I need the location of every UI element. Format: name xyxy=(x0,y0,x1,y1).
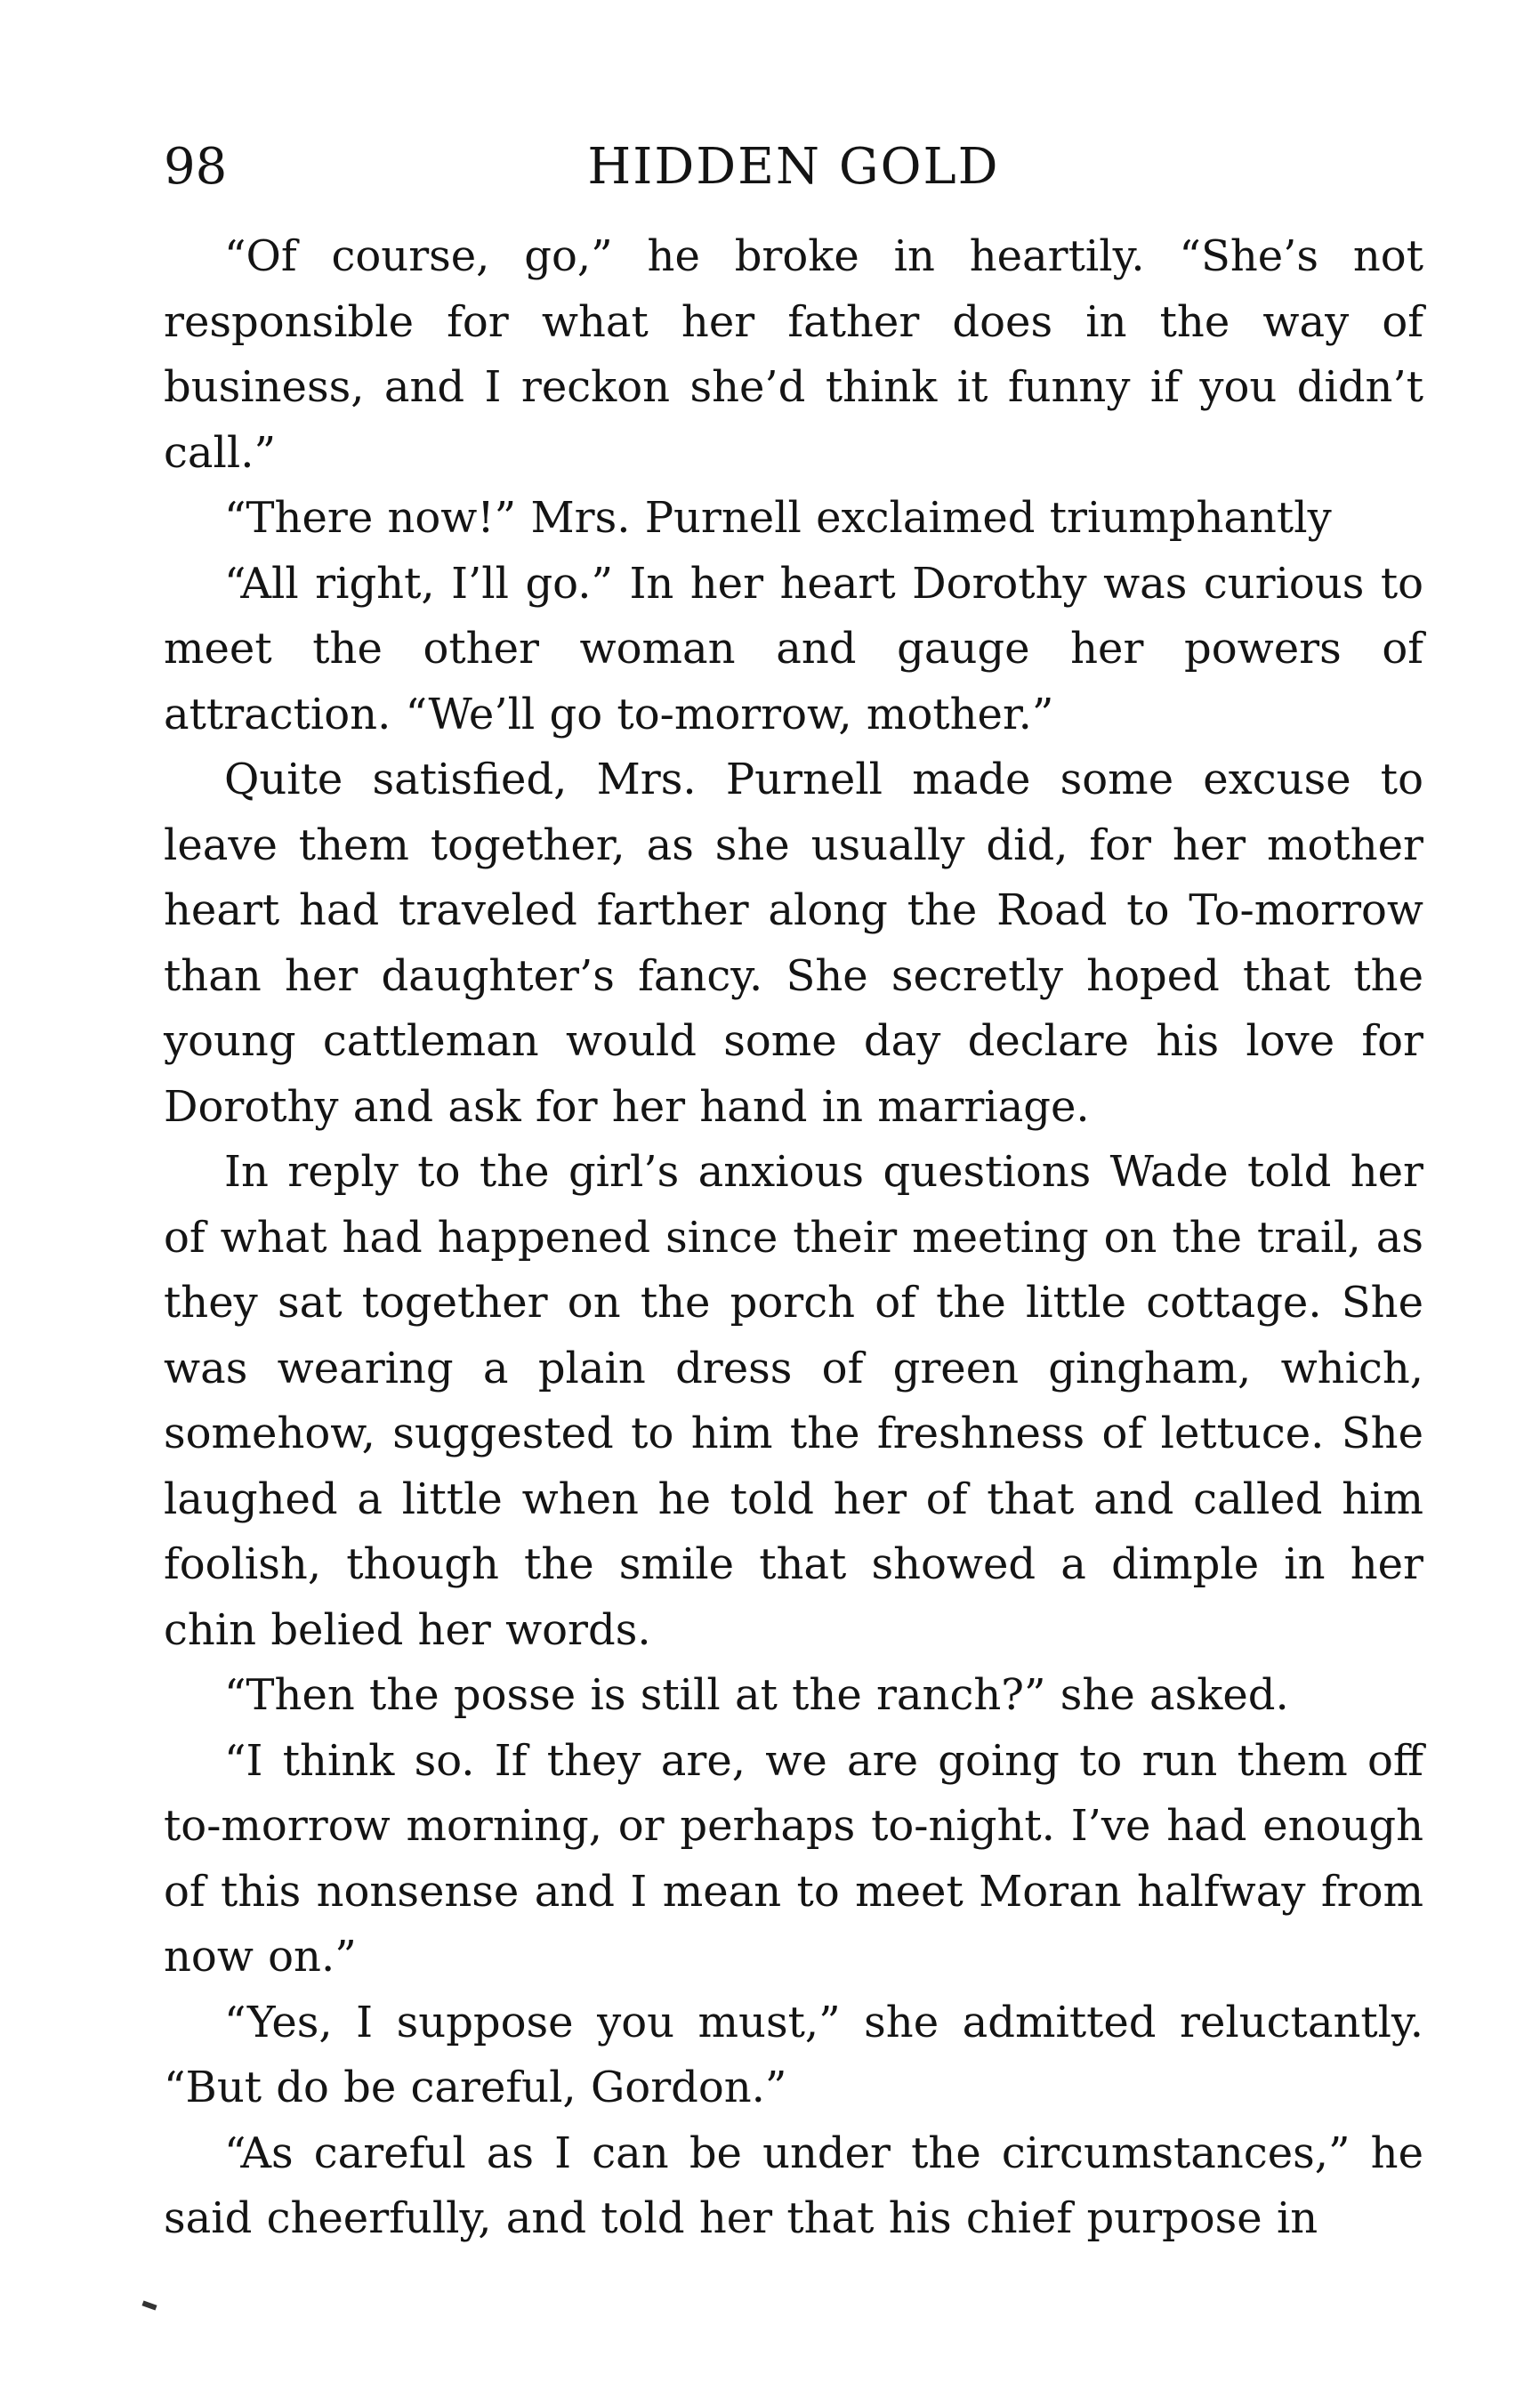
body-text xyxy=(164,224,1423,2252)
ink-speck xyxy=(141,2300,157,2310)
paragraph-2: “There now!” Mrs. Purnell exclaimed triumphantly xyxy=(224,493,1332,543)
page-number: 98 xyxy=(164,138,228,196)
paragraph-1: “Of course, go,” he broke in heartily. “She’s not responsible for what her father does in the way of business, and I reckon she’d think it funny if you didn’t call.” xyxy=(164,231,1423,478)
paragraph-5: In reply to the girl’s anxious questions Wade told her of what had happened since their meeting on the trail, as they sat together on the porch of the little cottage. She was wearing a plain dress of green gingham, which, somehow, suggested to him the freshness of lettuce. She laughed a little when he told her of that and called him foolish, though the smile that showed a dimple in her chin belied her words. xyxy=(164,1147,1423,1655)
paragraph-7: “I think so. If they are, we are going to run them off to-morrow morning, or perhaps to-night. I’ve had enough of this nonsense and I mean to meet Moran halfway from now on.” xyxy=(164,1735,1423,1982)
paragraph-4: Quite satisfied, Mrs. Purnell made some excuse to leave them together, as she usually did, for her mother heart had traveled farther along the Road to To-morrow than her daughter’s fancy. She secretly hoped that the young cattleman would some day declare his love for Dorothy and ask for her hand in marriage. xyxy=(164,755,1423,1132)
paragraph-9: “As careful as I can be under the circumstances,” he said cheerfully, and told her that his chief purpose in xyxy=(164,2128,1423,2243)
paragraph-3: “All right, I’ll go.” In her heart Dorothy was curious to meet the other woman and gauge her powers of attraction. “We’ll go to-morrow, mother.” xyxy=(164,558,1423,739)
paragraph-8: “Yes, I suppose you must,” she admitted reluctantly. “But do be careful, Gordon.” xyxy=(164,1997,1423,2112)
paragraph-6: “Then the posse is still at the ranch?” she asked. xyxy=(224,1670,1289,1720)
running-head: HIDDEN GOLD xyxy=(587,138,1000,196)
page-header xyxy=(164,132,1423,203)
